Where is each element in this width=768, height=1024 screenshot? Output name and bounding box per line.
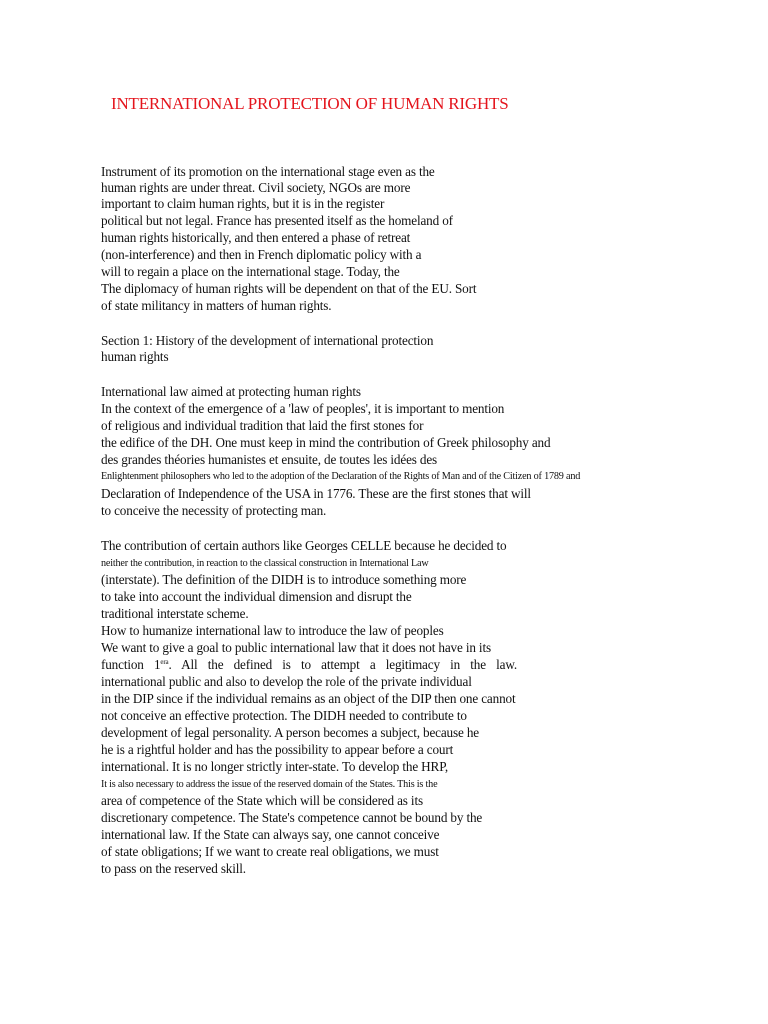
contribution-line-6: How to humanize international law to introduce the law of peoples [101, 623, 444, 638]
contribution-line-2: neither the contribution, in reaction to the classical construction in International Law [101, 558, 429, 569]
intro-line-1: Instrument of its promotion on the international stage even as the [101, 164, 435, 179]
contribution-line-7: We want to give a goal to public international law that it does not have in its [101, 640, 491, 655]
intro-line-4: political but not legal. France has presented itself as the homeland of [101, 213, 453, 228]
contribution-line-3: (interstate). The definition of the DIDH is to introduce something more [101, 572, 467, 587]
intro-line-8: The diplomacy of human rights will be dependent on that of the EU. Sort [101, 281, 477, 296]
law-line-8: to conceive the necessity of protecting man. [101, 503, 327, 518]
contribution-line-4: to take into account the individual dimension and disrupt the [101, 589, 412, 604]
law-line-1: International law aimed at protecting human rights [101, 384, 361, 399]
contribution-line-5: traditional interstate scheme. [101, 606, 249, 621]
function-superscript: era [160, 658, 169, 666]
contribution-line-16: area of competence of the State which will be considered as its [101, 793, 423, 808]
intro-line-5: human rights historically, and then entered a phase of retreat [101, 230, 411, 245]
contribution-line-13: he is a rightful holder and has the possibility to appear before a court [101, 742, 454, 757]
law-line-6: Enlightenment philosophers who led to the adoption of the Declaration of the Rights of Man and of the Citizen of 1789 and [101, 471, 581, 482]
function-line [101, 657, 517, 673]
function-rest: . All the defined is to attempt a legitimacy in the law. [168, 657, 518, 672]
contribution-line-11: not conceive an effective protection. The DIDH needed to contribute to [101, 708, 467, 723]
law-line-7: Declaration of Independence of the USA in 1776. These are the first stones that will [101, 486, 531, 501]
intro-line-9: of state militancy in matters of human rights. [101, 298, 332, 313]
intro-line-2: human rights are under threat. Civil society, NGOs are more [101, 180, 411, 195]
contribution-line-12: development of legal personality. A person becomes a subject, because he [101, 725, 479, 740]
intro-line-7: will to regain a place on the international stage. Today, the [101, 264, 400, 279]
function-prefix: function 1 [101, 657, 161, 672]
law-line-4: the edifice of the DH. One must keep in mind the contribution of Greek philosophy and [101, 435, 551, 450]
law-line-3: of religious and individual tradition that laid the first stones for [101, 418, 424, 433]
document-title: INTERNATIONAL PROTECTION OF HUMAN RIGHTS [111, 94, 509, 113]
section-heading-line-1: Section 1: History of the development of international protection [101, 333, 434, 348]
law-line-2: In the context of the emergence of a 'law of peoples', it is important to mention [101, 401, 505, 416]
contribution-line-9: international public and also to develop the role of the private individual [101, 674, 472, 689]
law-line-5: des grandes théories humanistes et ensuite, de toutes les idées des [101, 452, 438, 467]
contribution-line-17: discretionary competence. The State's competence cannot be bound by the [101, 810, 483, 825]
contribution-line-19: of state obligations; If we want to create real obligations, we must [101, 844, 439, 859]
section-heading-line-2: human rights [101, 349, 169, 364]
contribution-line-15: It is also necessary to address the issue of the reserved domain of the States. This is the [101, 779, 438, 790]
contribution-line-14: international. It is no longer strictly inter-state. To develop the HRP, [101, 759, 449, 774]
intro-line-6: (non-interference) and then in French diplomatic policy with a [101, 247, 422, 262]
contribution-line-20: to pass on the reserved skill. [101, 861, 246, 876]
contribution-line-10: in the DIP since if the individual remains as an object of the DIP then one cannot [101, 691, 516, 706]
contribution-line-18: international law. If the State can always say, one cannot conceive [101, 827, 440, 842]
intro-line-3: important to claim human rights, but it is in the register [101, 196, 385, 211]
contribution-line-1: The contribution of certain authors like Georges CELLE because he decided to [101, 538, 507, 553]
